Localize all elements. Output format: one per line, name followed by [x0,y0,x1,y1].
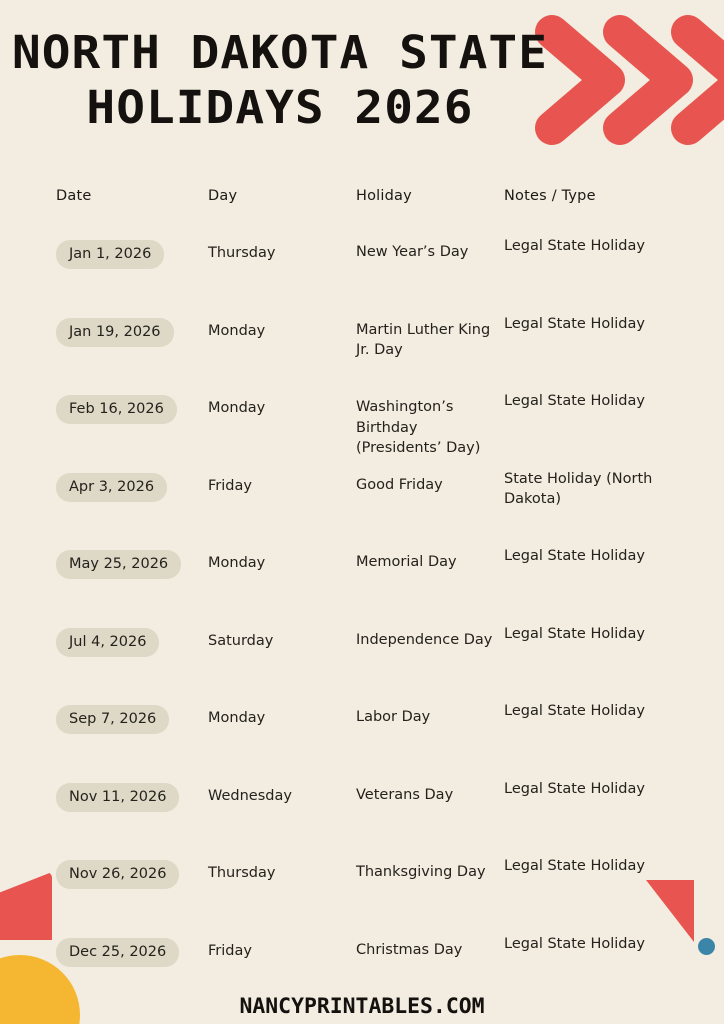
date-pill: May 25, 2026 [56,550,181,579]
date-pill: Nov 26, 2026 [56,860,179,889]
cell-date [56,934,208,967]
cell-day: Saturday [208,632,274,649]
date-pill: Apr 3, 2026 [56,473,167,502]
table-header-row [56,178,676,236]
cell-holiday: Veterans Day [356,786,454,803]
cell-day: Monday [208,400,266,416]
cell-notes: Legal State Holiday [504,703,645,719]
table-row [56,856,676,934]
table-row [56,546,676,624]
footer-watermark: NANCYPRINTABLES.COM [239,994,485,1018]
date-pill: Jul 4, 2026 [56,628,159,657]
cell-holiday: Good Friday [356,476,443,493]
cell-notes: Legal State Holiday [504,780,645,797]
cell-date [56,779,208,812]
cell-day: Thursday [208,865,276,881]
table-row [56,779,676,857]
column-header-day: Day [208,188,238,204]
page-title [0,26,560,136]
table-row [56,469,676,547]
cell-notes: Legal State Holiday [504,625,645,642]
cell-holiday: Christmas Day [356,941,463,958]
table-row [56,391,676,469]
column-header-holiday: Holiday [356,188,412,204]
cell-day: Monday [208,322,266,339]
cell-date [56,624,208,657]
cell-holiday: Martin Luther King Jr. Day [356,321,491,359]
cell-day: Friday [208,477,252,494]
cell-day: Friday [208,942,252,959]
table-row [56,236,676,314]
cell-date [56,701,208,734]
date-pill: Nov 11, 2026 [56,783,179,812]
date-pill: Jan 1, 2026 [56,240,164,269]
cell-date [56,314,208,347]
cell-day: Monday [208,555,266,571]
cell-notes: Legal State Holiday [504,935,645,952]
page-title-line2: HOLIDAYS 2026 [86,80,474,134]
cell-notes: Legal State Holiday [504,548,645,564]
table-row [56,701,676,779]
cell-notes: State Holiday (North Dakota) [504,470,653,508]
table-row [56,314,676,392]
column-header-notes: Notes / Type [504,188,596,204]
cell-notes: Legal State Holiday [504,238,645,254]
cell-holiday: Labor Day [356,709,431,725]
column-header-date: Date [56,188,92,204]
date-pill: Jan 19, 2026 [56,318,174,347]
cell-holiday: New Year’s Day [356,244,469,260]
cell-date [56,391,208,424]
cell-notes: Legal State Holiday [504,858,645,874]
cell-holiday: Memorial Day [356,554,457,570]
date-pill: Sep 7, 2026 [56,705,169,734]
date-pill: Dec 25, 2026 [56,938,179,967]
cell-notes: Legal State Holiday [504,393,645,409]
cell-day: Monday [208,710,266,726]
cell-day: Thursday [208,245,276,261]
cell-holiday: Independence Day [356,631,493,648]
date-pill: Feb 16, 2026 [56,395,177,424]
dot-shape [698,938,715,955]
triangle-shape [0,872,52,940]
cell-date [56,546,208,579]
cell-holiday: Washington’s Birthday (Presidents’ Day) [356,399,481,457]
cell-date [56,236,208,269]
cell-notes: Legal State Holiday [504,315,645,332]
cell-day: Wednesday [208,787,292,804]
table-row [56,624,676,702]
cell-date [56,469,208,502]
cell-holiday: Thanksgiving Day [356,864,486,880]
page-title-line1: NORTH DAKOTA STATE [11,26,548,79]
cell-date [56,856,208,889]
holidays-table [56,178,676,1011]
